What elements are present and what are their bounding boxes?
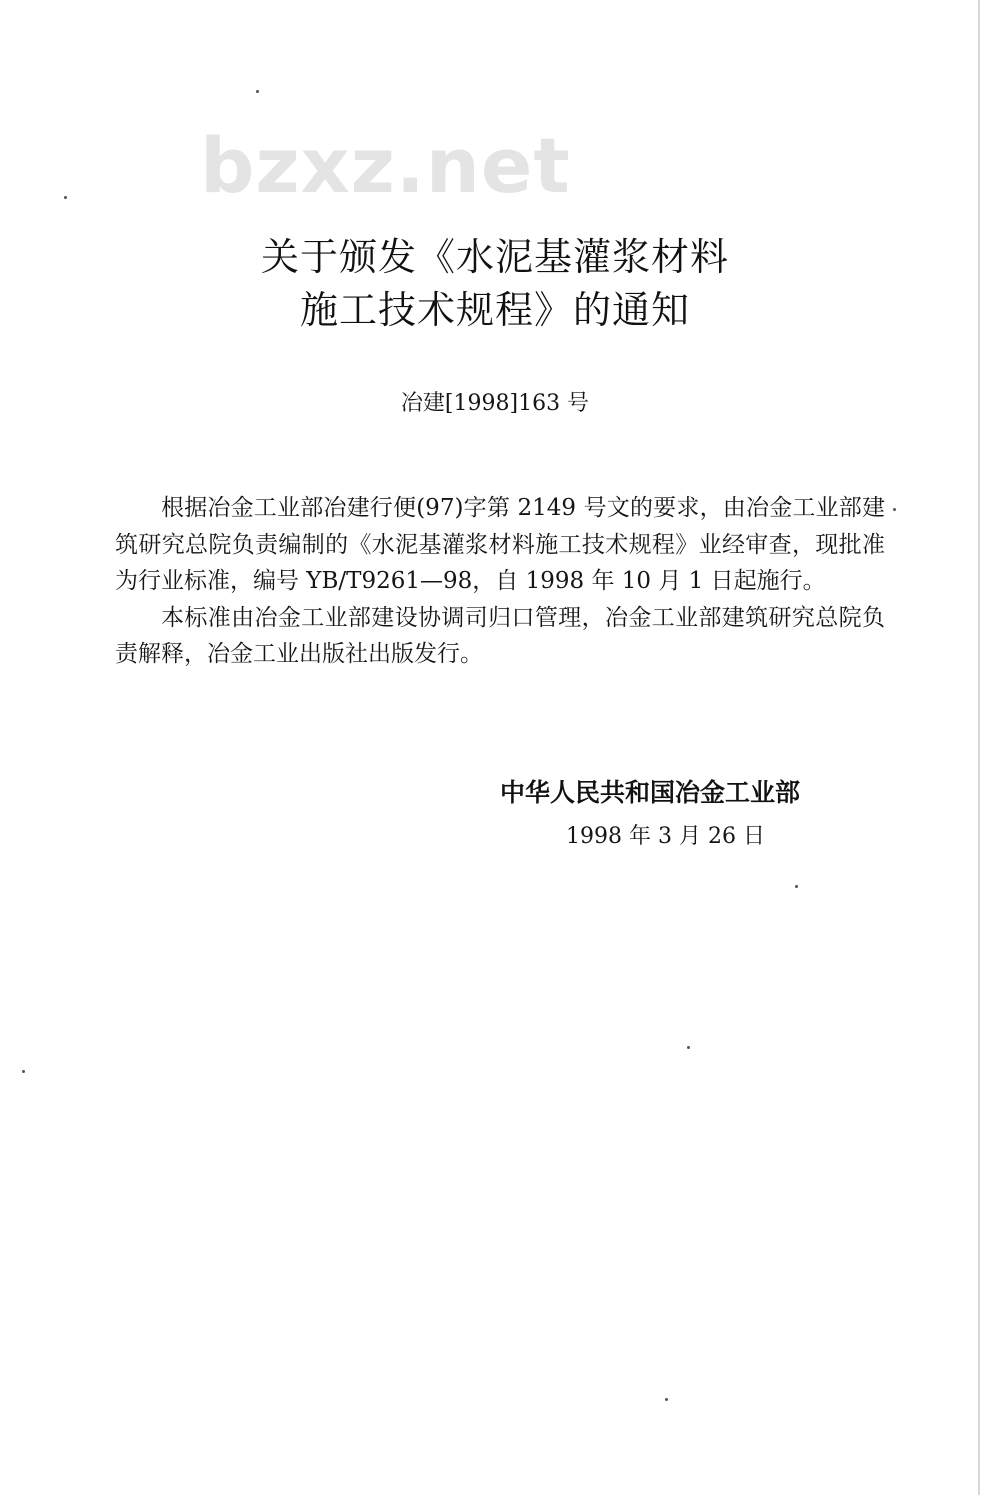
issue-date: 1998 年 3 月 26 日: [566, 824, 765, 849]
page-edge-line: [978, 0, 980, 1495]
body-paragraph-2: 本标准由冶金工业部建设协调司归口管理，冶金工业部建筑研究总院负责解释，冶金工业出版社出版发行。: [115, 604, 885, 667]
notice-title-line-1: 关于颁发《水泥基灌浆材料: [260, 235, 729, 279]
watermark: bzxz.net: [200, 121, 571, 210]
document-number: 冶建[1998]163 号: [400, 391, 590, 416]
issuing-authority: 中华人民共和国冶金工业部: [500, 778, 801, 807]
scan-speck: [665, 1398, 668, 1401]
body-paragraph-1: 根据冶金工业部冶建行便(97)字第 2149 号文的要求，由冶金工业部建筑研究总院负责编制的《水泥基灌浆材料施工技术规程》业经审查，现批准为行业标准，编号 YB/T9261—98，自 1998 年 10 月 1 日起施行。: [115, 495, 885, 594]
scan-speck: [22, 1070, 25, 1073]
notice-title-line-2: 施工技术规程》的通知: [299, 288, 690, 332]
scan-speck: [795, 885, 798, 888]
scan-speck: [893, 508, 896, 511]
scan-speck: [64, 196, 67, 199]
notice-body: [115, 490, 885, 673]
scan-speck: [687, 1046, 690, 1049]
scan-speck: [256, 90, 259, 93]
